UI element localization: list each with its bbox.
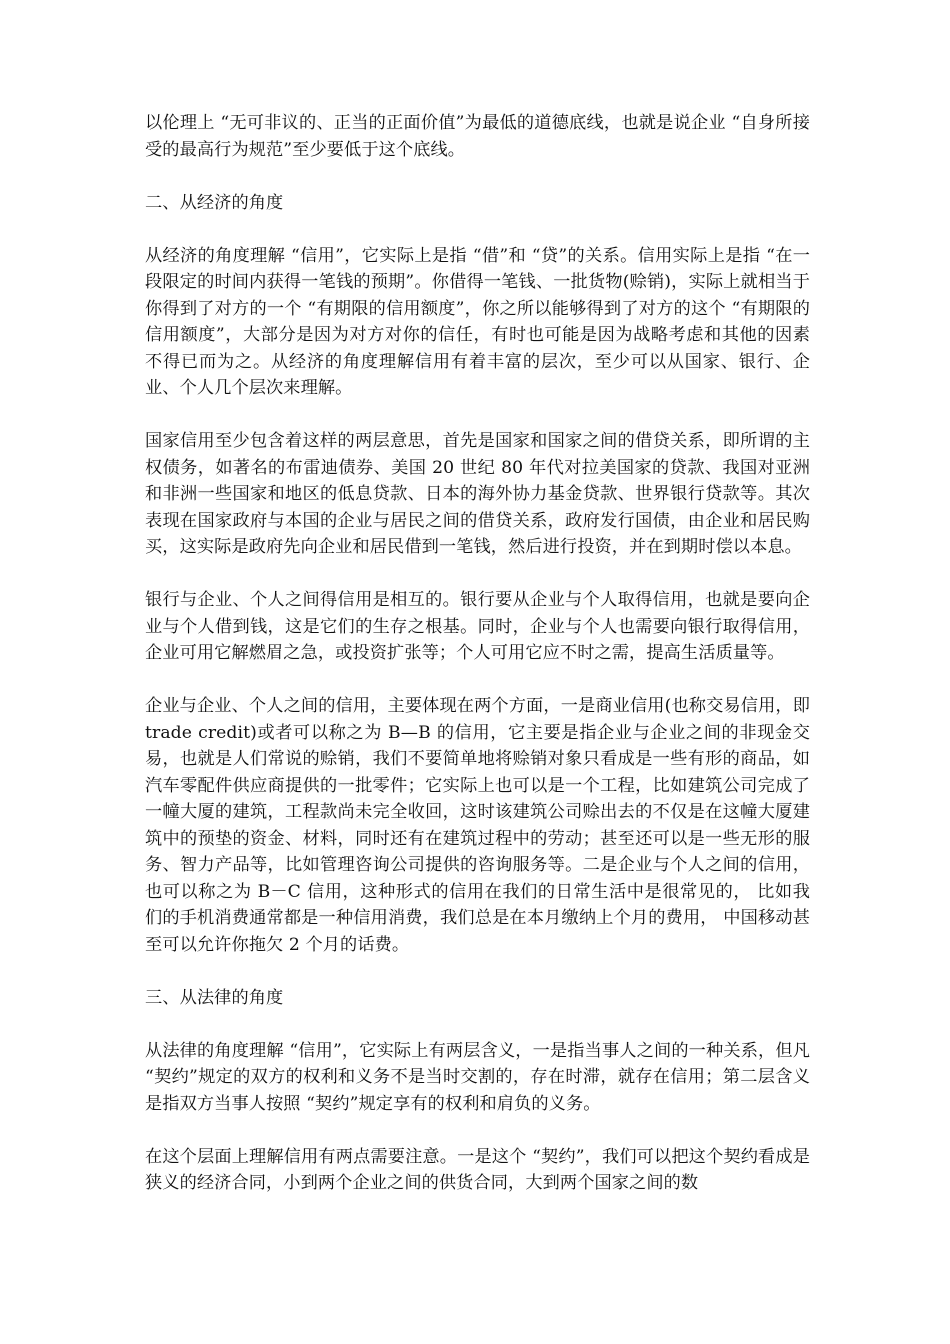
paragraph-ethics-baseline: 以伦理上 “无可非议的、正当的正面价值”为最低的道德底线，也就是说企业 “自身所接受的最高行为规范”至少要低于这个底线。 — [145, 113, 810, 160]
paragraph-national-credit: 国家信用至少包含着这样的两层意思，首先是国家和国家之间的借贷关系，即所谓的主权债务，如著名的布雷迪债券、美国 20 世纪 80 年代对拉美国家的贷款、我国对亚洲和非洲一些国家和地区的低息贷款、日本的海外协力基金贷款、世界银行贷款等。其次表现在国家政府与本国的企业与居民之间的借贷关系，政府发行国债，由企业和居民购买，这实际是政府先向企业和居民借到一笔钱，然后进行投资，并在到期时偿以本息。 — [145, 431, 810, 557]
document-page — [145, 110, 810, 1223]
paragraph-economic-credit: 从经济的角度理解 “信用”，它实际上是指 “借”和 “贷”的关系。信用实际上是指 “在一段限定的时间内获得一笔钱的预期”。你借得一笔钱、一批货物(赊销)，实际上就相当于你得到了对方的一个 “有期限的信用额度”，你之所以能够得到了对方的这个 “有期限的信用额度”，大部分是因为对方对你的信任，有时也可能是因为战略考虑和其他的因素不得已而为之。从经济的角度理解信用有着丰富的层次，至少可以从国家、银行、企业、个人几个层次来理解。 — [145, 245, 810, 398]
section-heading-economic: 二、从经济的角度 — [145, 192, 284, 213]
paragraph-bank-credit: 银行与企业、个人之间得信用是相互的。银行要从企业与个人取得信用，也就是要向企业与个人借到钱，这是它们的生存之根基。同时，企业与个人也需要向银行取得信用，企业可用它解燃眉之急，或投资扩张等；个人可用它应不时之需，提高生活质量等。 — [145, 590, 810, 663]
paragraph-legal-credit: 从法律的角度理解 “信用”，它实际上有两层含义，一是指当事人之间的一种关系，但凡 “契约”规定的双方的权利和义务不是当时交割的，存在时滞，就存在信用；第二层含义是指双方当事人按照 “契约”规定享有的权利和肩负的义务。 — [145, 1040, 810, 1114]
paragraph-enterprise-credit: 企业与企业、个人之间的信用，主要体现在两个方面，一是商业信用(也称交易信用，即 trade credit)或者可以称之为 B—B 的信用，它主要是指企业与企业之间的非现金交易，也就是人们常说的赊销，我们不要简单地将赊销对象只看成是一些有形的商品，如汽车零配件供应商提供的一批零件；它实际上也可以是一个工程，比如建筑公司完成了一幢大厦的建筑，工程款尚未完全收回，这时该建筑公司赊出去的不仅是在这幢大厦建筑中的预垫的资金、材料，同时还有在建筑过程中的劳动；甚至还可以是一些无形的服务、智力产品等，比如管理咨询公司提供的咨询服务等。二是企业与个人之间的信用，也可以称之为 B－C 信用，这种形式的信用在我们的日常生活中是很常见的， 比如我们的手机消费通常都是一种信用消费，我们总是在本月缴纳上个月的费用， 中国移动甚至可以允许你拖欠 2 个月的话费。 — [145, 696, 810, 955]
section-heading-legal: 三、从法律的角度 — [145, 987, 284, 1008]
paragraph-contract-notes: 在这个层面上理解信用有两点需要注意。一是这个 “契约”，我们可以把这个契约看成是狭义的经济合同，小到两个企业之间的供货合同，大到两个国家之间的数 — [145, 1146, 810, 1193]
